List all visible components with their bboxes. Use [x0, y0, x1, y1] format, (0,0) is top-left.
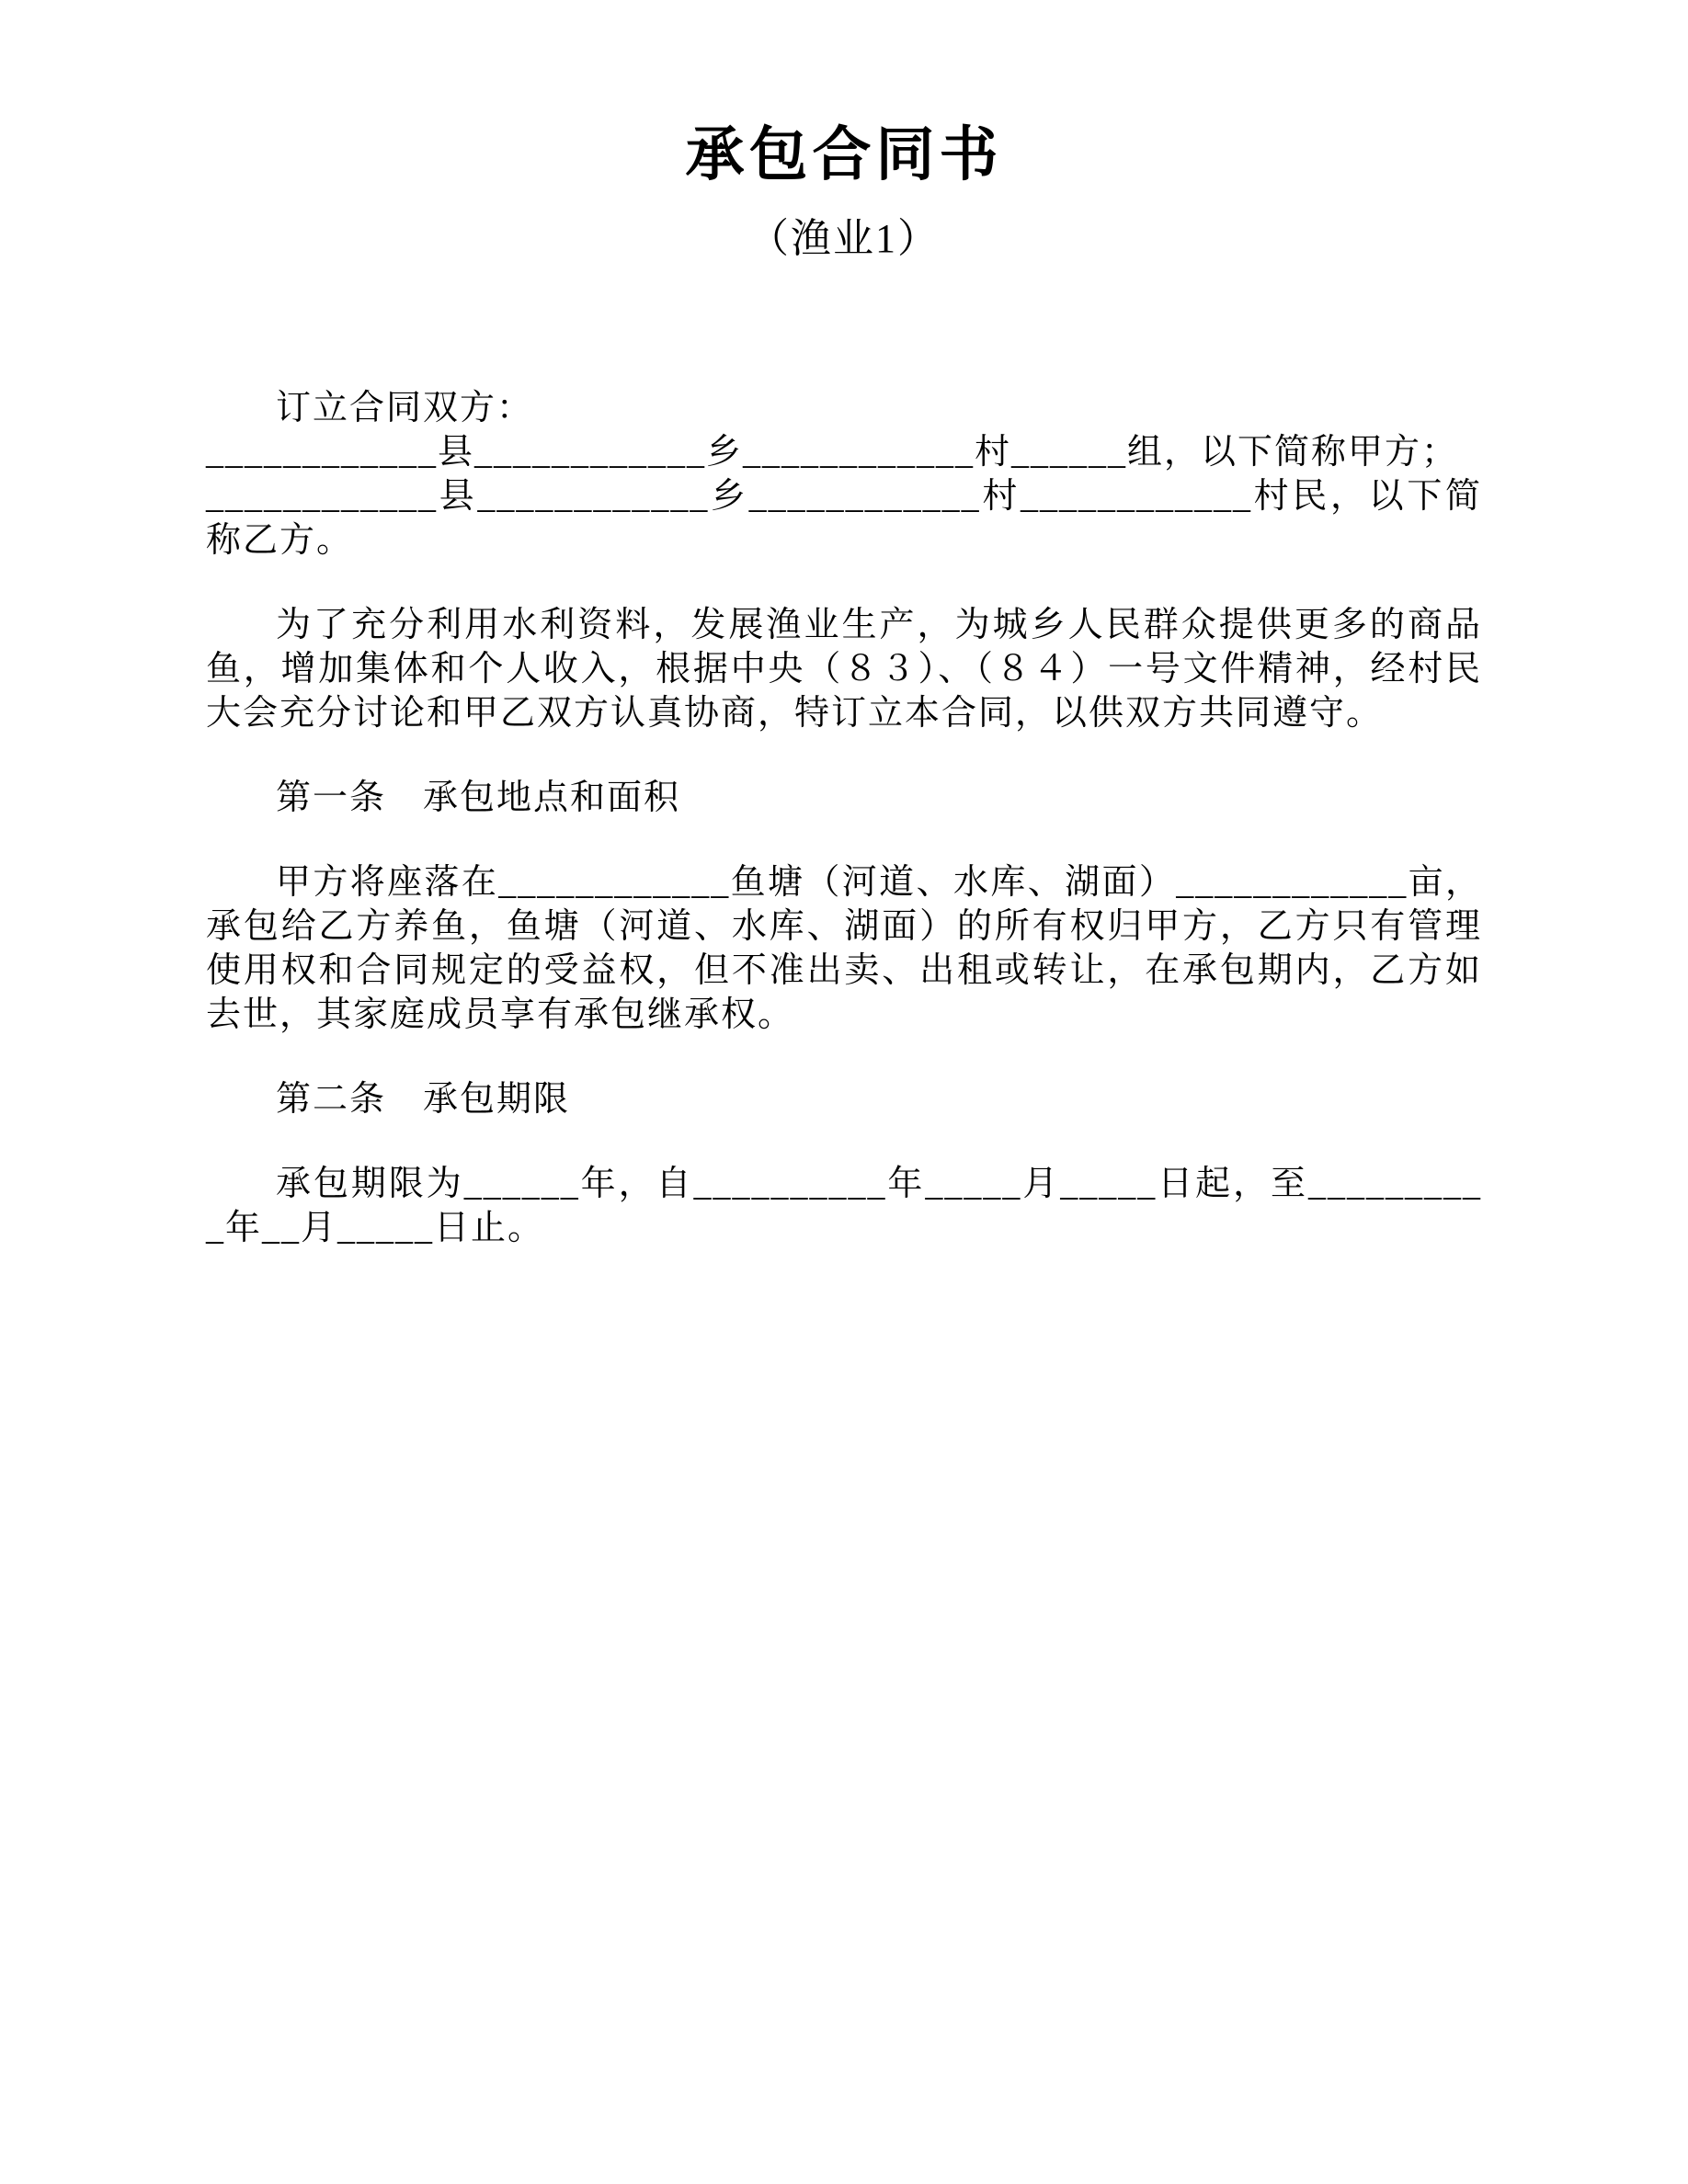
article-1-heading: 第一条 承包地点和面积	[276, 779, 681, 817]
party-a-blank-line: ____________县____________乡____________村______组，以下简称甲方；	[206, 433, 1459, 472]
document-subtitle: （渔业1）	[748, 216, 940, 261]
party-b-blank-line: ____________县____________乡____________村____________村民，以下简称乙方。	[206, 477, 1482, 560]
preamble-paragraph: 为了充分利用水利资料，发展渔业生产，为城乡人民群众提供更多的商品鱼，增加集体和个人收入，根据中央（８３）、（８４）一号文件精神，经村民大会充分讨论和甲乙双方认真协商，特订立本合同，以供双方共同遵守。	[206, 606, 1482, 733]
article-2-heading: 第二条 承包期限	[276, 1080, 571, 1119]
document-title: 承包合同书	[685, 121, 1003, 188]
article-1-body: 甲方将座落在____________鱼塘（河道、水库、湖面）____________亩，承包给乙方养鱼，鱼塘（河道、水库、湖面）的所有权归甲方，乙方只有管理使用权和合同规定的受益权，但不准出卖、出租或转让，在承包期内，乙方如去世，其家庭成员享有承包继承权。	[206, 863, 1482, 1034]
article-2-body: 承包期限为______年，自__________年_____月_____日起，至__________年__月_____日止。	[206, 1165, 1482, 1247]
parties-intro-line: 订立合同双方：	[276, 389, 534, 427]
document-body	[206, 386, 1482, 1250]
